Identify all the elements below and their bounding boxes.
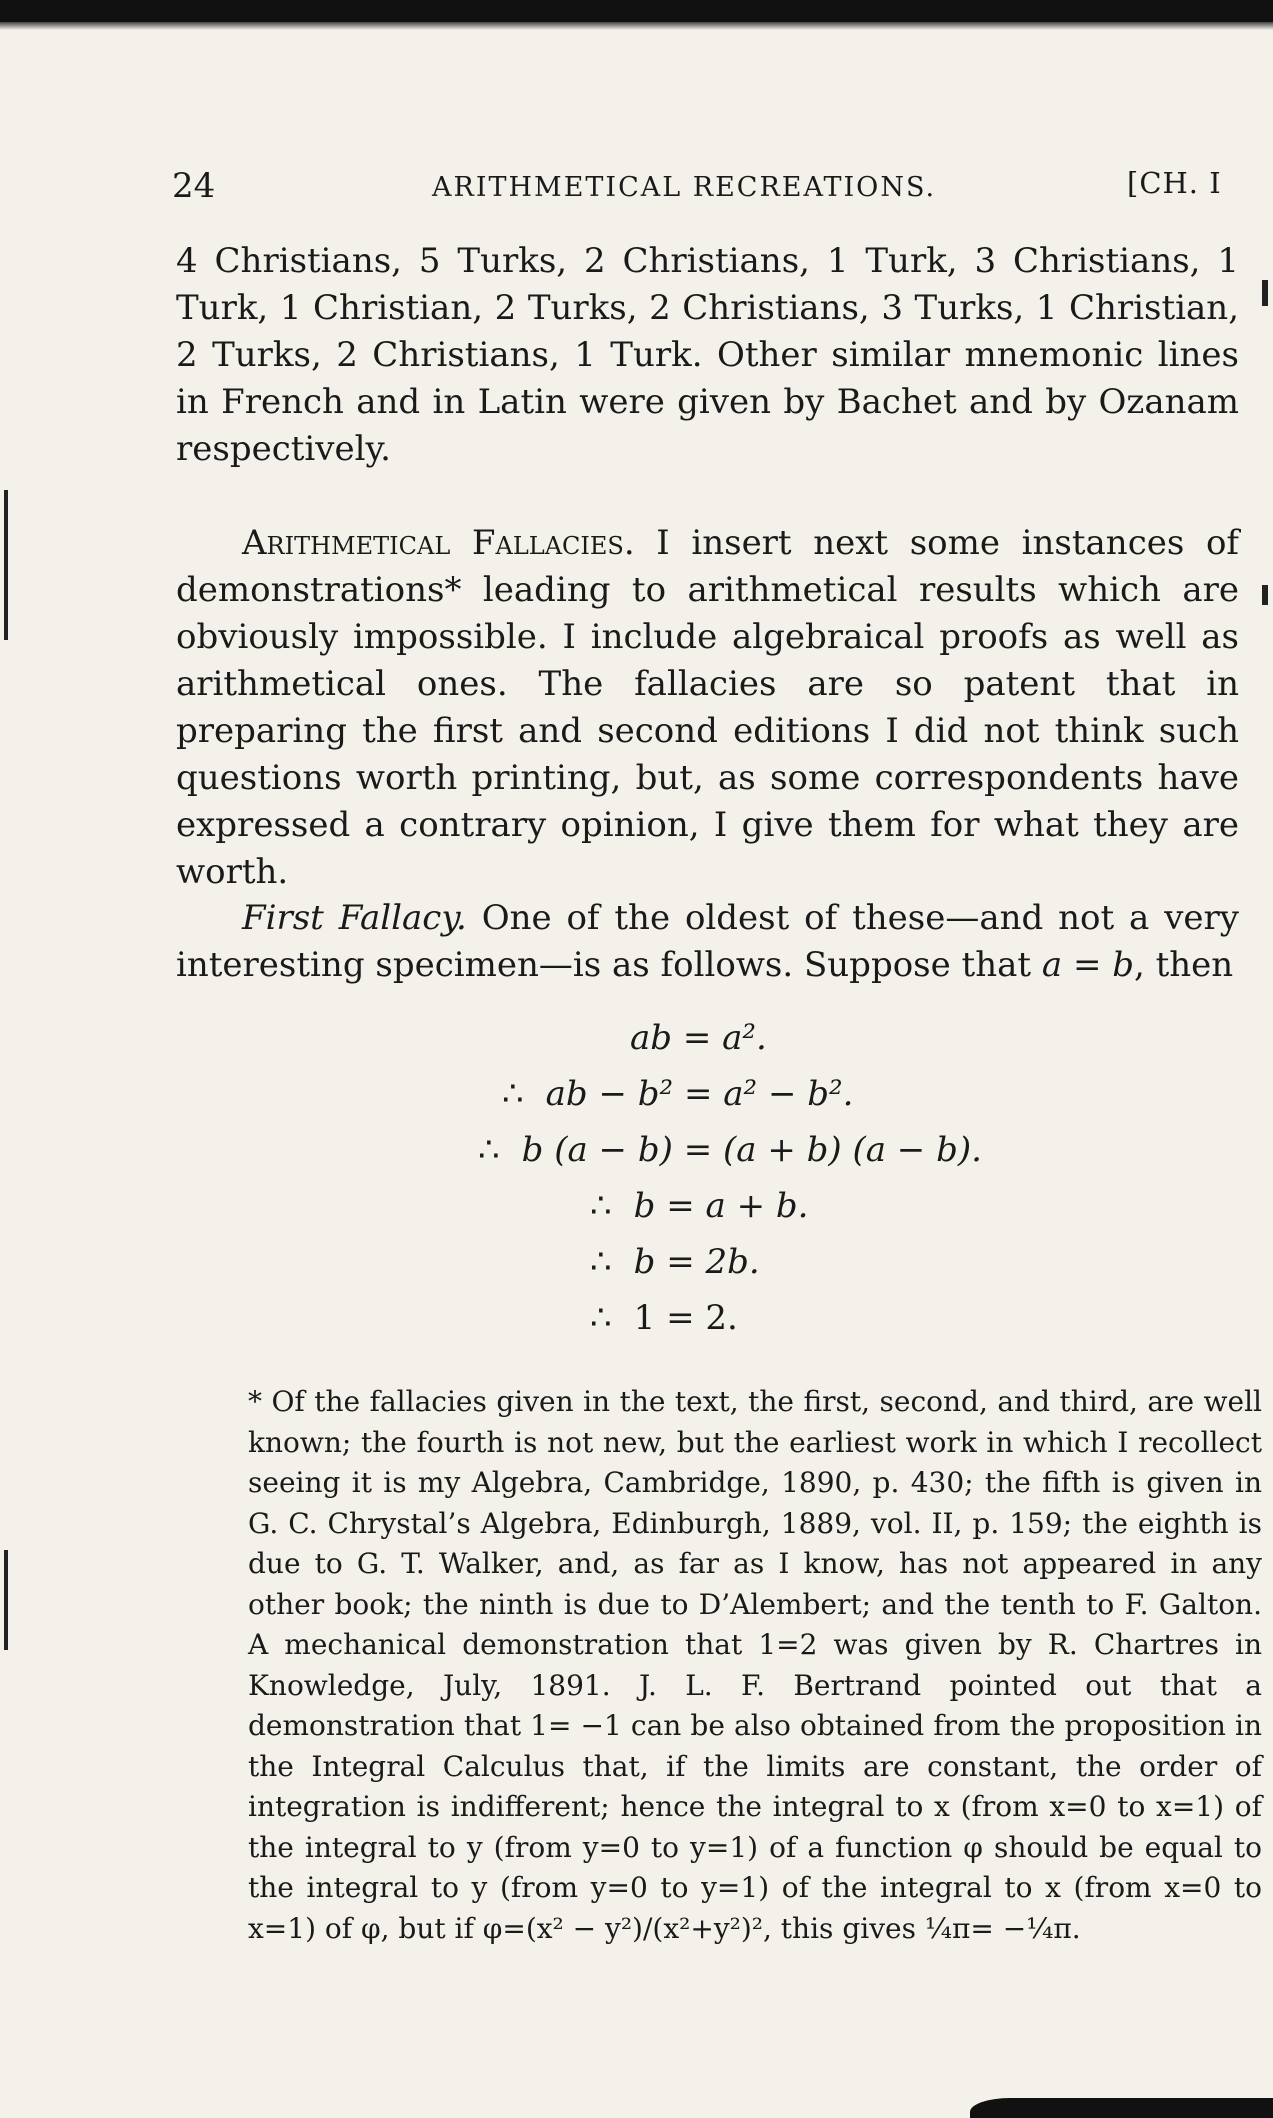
inline-math: a = b [1041, 945, 1134, 985]
equation-line [590, 1242, 760, 1292]
therefore-symbol: ∴ [590, 1242, 612, 1282]
running-head [172, 166, 1232, 216]
section-heading: Arithmetical Fallacies. [242, 523, 635, 563]
paragraph-text: I insert next some instances of demonstrations* leading to arithmetical results which are obviously impossible. I include algebraical proofs as well as arithmetical ones. The fallacies are so patent that in preparing the first and second editions I did not think such questions worth printing, but, as some correspondents have expressed a contrary opinion, I give them for what they are worth. [176, 523, 1239, 892]
footnote-text: * Of the fallacies given in the text, the first, second, and third, are well known; the fourth is not new, but the earliest work in which I recollect seeing it is my Algebra, Cambridge, 1890, p. 430; the fifth is given in G. C. Chrystal’s Algebra, Edinburgh, 1889, vol. II, p. 159; the eighth is due to G. T. Walker, and, as far as I know, has not appeared in any other book; the ninth is due to D’Alembert; and the tenth to F. Galton. A mechanical demonstration that 1=2 was given by R. Chartres in Knowledge, July, 1891. J. L. F. Bertrand pointed out that a demonstration that 1= −1 can be also obtained from the proposition in the Integral Calculus that, if the limits are constant, the order of integration is indifferent; hence the integral to x (from x=0 to x=1) of the integral to y (from y=0 to y=1) of a function φ should be equal to the integral to y (from y=0 to y=1) of the integral to x (from x=0 to x=1) of φ, but if φ=(x² − y²)/(x²+y²)², this gives ¼π= −¼π. [248, 1385, 1262, 1945]
chapter-reference: [CH. I [1127, 166, 1222, 200]
equation-line [502, 1074, 853, 1124]
equation-text: b = a + b. [633, 1186, 809, 1226]
equation-line [590, 1186, 808, 1236]
paragraph-arithmetical-fallacies [176, 520, 1239, 896]
paragraph-first-fallacy [176, 895, 1239, 989]
equation-text: ab − b² = a² − b². [545, 1074, 854, 1114]
equation-line [590, 1298, 738, 1348]
equation-text: 1 = 2. [633, 1298, 738, 1338]
therefore-symbol: ∴ [590, 1186, 612, 1226]
equation-line [630, 1018, 767, 1068]
therefore-symbol: ∴ [590, 1298, 612, 1338]
equation-text: ab = a². [630, 1018, 767, 1058]
equation-line [478, 1130, 982, 1180]
subsection-heading: First Fallacy. [242, 898, 467, 938]
equation-text: b = 2b. [633, 1242, 760, 1282]
paragraph-text-a: One of the oldest of these—and not a very interesting specimen—is as follows. Suppose that [176, 898, 1239, 985]
therefore-symbol: ∴ [478, 1130, 500, 1170]
page-number: 24 [172, 166, 216, 206]
equation-text: b (a − b) = (a + b) (a − b). [521, 1130, 982, 1170]
footnote [196, 1382, 1262, 1949]
paragraph-text-b: , then [1134, 945, 1234, 985]
paragraph-mnemonic: 4 Christians, 5 Turks, 2 Christians, 1 Turk, 3 Christians, 1 Turk, 1 Christian, 2 Turks, 2 Christians, 3 Turks, 1 Christian, 2 Turks, 2 Christians, 1 Turk. Other similar mnemonic lines in French and in Latin were given by Bachet and by Ozanam respectively. [176, 241, 1239, 469]
running-title: ARITHMETICAL RECREATIONS. [432, 172, 937, 203]
therefore-symbol: ∴ [502, 1074, 524, 1114]
